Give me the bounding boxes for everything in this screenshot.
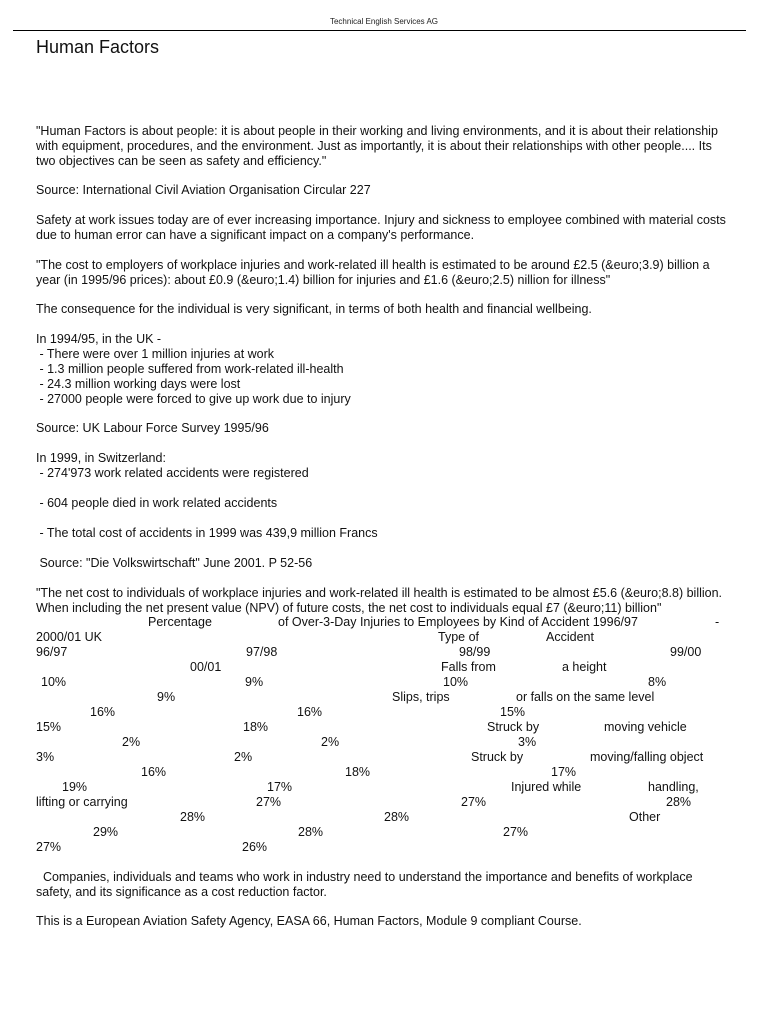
ch-item-3: - The total cost of accidents in 1999 was 439,9 million Francs xyxy=(36,526,378,540)
paragraph-icao-quote: "Human Factors is about people: it is about people in their working and living environments, and it is about their relationship with equipment, procedures, and the environment. Just as importantly, it is about their relationships with other people.... Its two objectives can be seen as safety and efficiency." xyxy=(36,124,718,168)
table-cell: 28% xyxy=(298,825,324,839)
table-cell: 18% xyxy=(243,720,269,734)
page-title: Human Factors xyxy=(36,37,160,57)
table-text: a height xyxy=(562,660,607,674)
table-cell: 19% xyxy=(62,780,88,794)
paragraph-cost-quote: "The cost to employers of workplace injuries and work-related ill health is estimated to be around £2.5 (&euro;3.9) billion a year (in 1995/96 prices): about £0.9 (&euro;1.4) billion for injuries and £1.6 (&euro;2.5) nillion for illness" xyxy=(36,258,710,287)
table-text: Type of xyxy=(438,630,479,644)
uk-item-3: - 24.3 million working days were lost xyxy=(36,377,241,391)
paragraph-companies: Companies, individuals and teams who work in industry need to understand the importance and benefits of workplace safety, and its significance as a cost reduction factor. xyxy=(36,870,697,899)
table-header-year: 97/98 xyxy=(246,645,278,659)
table-cell: 8% xyxy=(648,675,667,689)
table-text: moving vehicle xyxy=(604,720,687,734)
paragraph-net-cost-quote: "The net cost to individuals of workplace injuries and work-related ill health is estimated to be almost £5.6 (&euro;8.8) billion. When including the net present value (NPV) of future costs, the net cost to individuals equal £7 (&euro;11) billion" xyxy=(36,586,723,615)
table-text: moving/falling object xyxy=(590,750,704,764)
table-cell: 18% xyxy=(345,765,371,779)
table-cell: 16% xyxy=(90,705,116,719)
table-cell: 26% xyxy=(242,840,268,854)
paragraph-source-ch: Source: "Die Volkswirtschaft" June 2001. P 52-56 xyxy=(36,556,313,570)
table-cell: 17% xyxy=(551,765,577,779)
table-header-year: 99/00 xyxy=(670,645,702,659)
table-text: - xyxy=(715,615,720,629)
table-header-year: 96/97 xyxy=(36,645,68,659)
table-header-year: 98/99 xyxy=(459,645,491,659)
table-cell: 3% xyxy=(518,735,537,749)
table-cell: 15% xyxy=(36,720,62,734)
paragraph-safety: Safety at work issues today are of ever increasing importance. Injury and sickness to employee combined with material costs due to human error can have a significant impact on a company's performance. xyxy=(36,213,726,242)
paragraph-consequence: The consequence for the individual is very significant, in terms of both health and financial wellbeing. xyxy=(36,302,592,316)
table-text: Accident xyxy=(546,630,594,644)
table-text: Falls from xyxy=(441,660,496,674)
table-text: Struck by xyxy=(471,750,524,764)
table-cell: 2% xyxy=(122,735,141,749)
table-header-year: 00/01 xyxy=(190,660,222,674)
table-text: or falls on the same level xyxy=(516,690,655,704)
table-cell: 28% xyxy=(384,810,410,824)
ch-item-2: - 604 people died in work related accidents xyxy=(36,496,278,510)
table-cell: 10% xyxy=(41,675,67,689)
table-cell: 27% xyxy=(36,840,62,854)
ch-item-1: - 274'973 work related accidents were registered xyxy=(36,466,309,480)
paragraph-easa: This is a European Aviation Safety Agency, EASA 66, Human Factors, Module 9 compliant Course. xyxy=(36,914,582,928)
table-text: Injured while xyxy=(511,780,582,794)
table-cell: 28% xyxy=(666,795,692,809)
table-cell: 9% xyxy=(245,675,264,689)
header-rule xyxy=(13,30,746,31)
ch-intro: In 1999, in Switzerland: xyxy=(36,451,166,465)
table-cell: 16% xyxy=(141,765,167,779)
table-text: handling, xyxy=(648,780,699,794)
table-cell: 15% xyxy=(500,705,526,719)
table-cell: 16% xyxy=(297,705,323,719)
table-cell: 27% xyxy=(256,795,282,809)
table-text: Struck by xyxy=(487,720,540,734)
table-cell: 2% xyxy=(234,750,253,764)
table-cell: 2% xyxy=(321,735,340,749)
document-header: Technical English Services AG xyxy=(329,17,439,26)
table-cell: 9% xyxy=(157,690,176,704)
table-text: 2000/01 UK xyxy=(36,630,103,644)
table-text: lifting or carrying xyxy=(36,795,128,809)
table-cell: 27% xyxy=(461,795,487,809)
table-text: Slips, trips xyxy=(392,690,450,704)
uk-intro: In 1994/95, in the UK - xyxy=(36,332,162,346)
table-cell: 27% xyxy=(503,825,529,839)
table-cell: 28% xyxy=(180,810,206,824)
uk-item-4: - 27000 people were forced to give up work due to injury xyxy=(36,392,351,406)
table-text: Other xyxy=(629,810,661,824)
paragraph-source-uk: Source: UK Labour Force Survey 1995/96 xyxy=(36,421,269,435)
paragraph-source-icao: Source: International Civil Aviation Organisation Circular 227 xyxy=(36,183,371,197)
table-cell: 10% xyxy=(443,675,469,689)
table-caption: of Over-3-Day Injuries to Employees by Kind of Accident 1996/97 xyxy=(278,615,638,629)
table-text: Percentage xyxy=(148,615,212,629)
uk-item-2: - 1.3 million people suffered from work-related ill-health xyxy=(36,362,344,376)
table-cell: 3% xyxy=(36,750,55,764)
uk-item-1: - There were over 1 million injuries at work xyxy=(36,347,275,361)
table-cell: 29% xyxy=(93,825,119,839)
table-cell: 17% xyxy=(267,780,293,794)
